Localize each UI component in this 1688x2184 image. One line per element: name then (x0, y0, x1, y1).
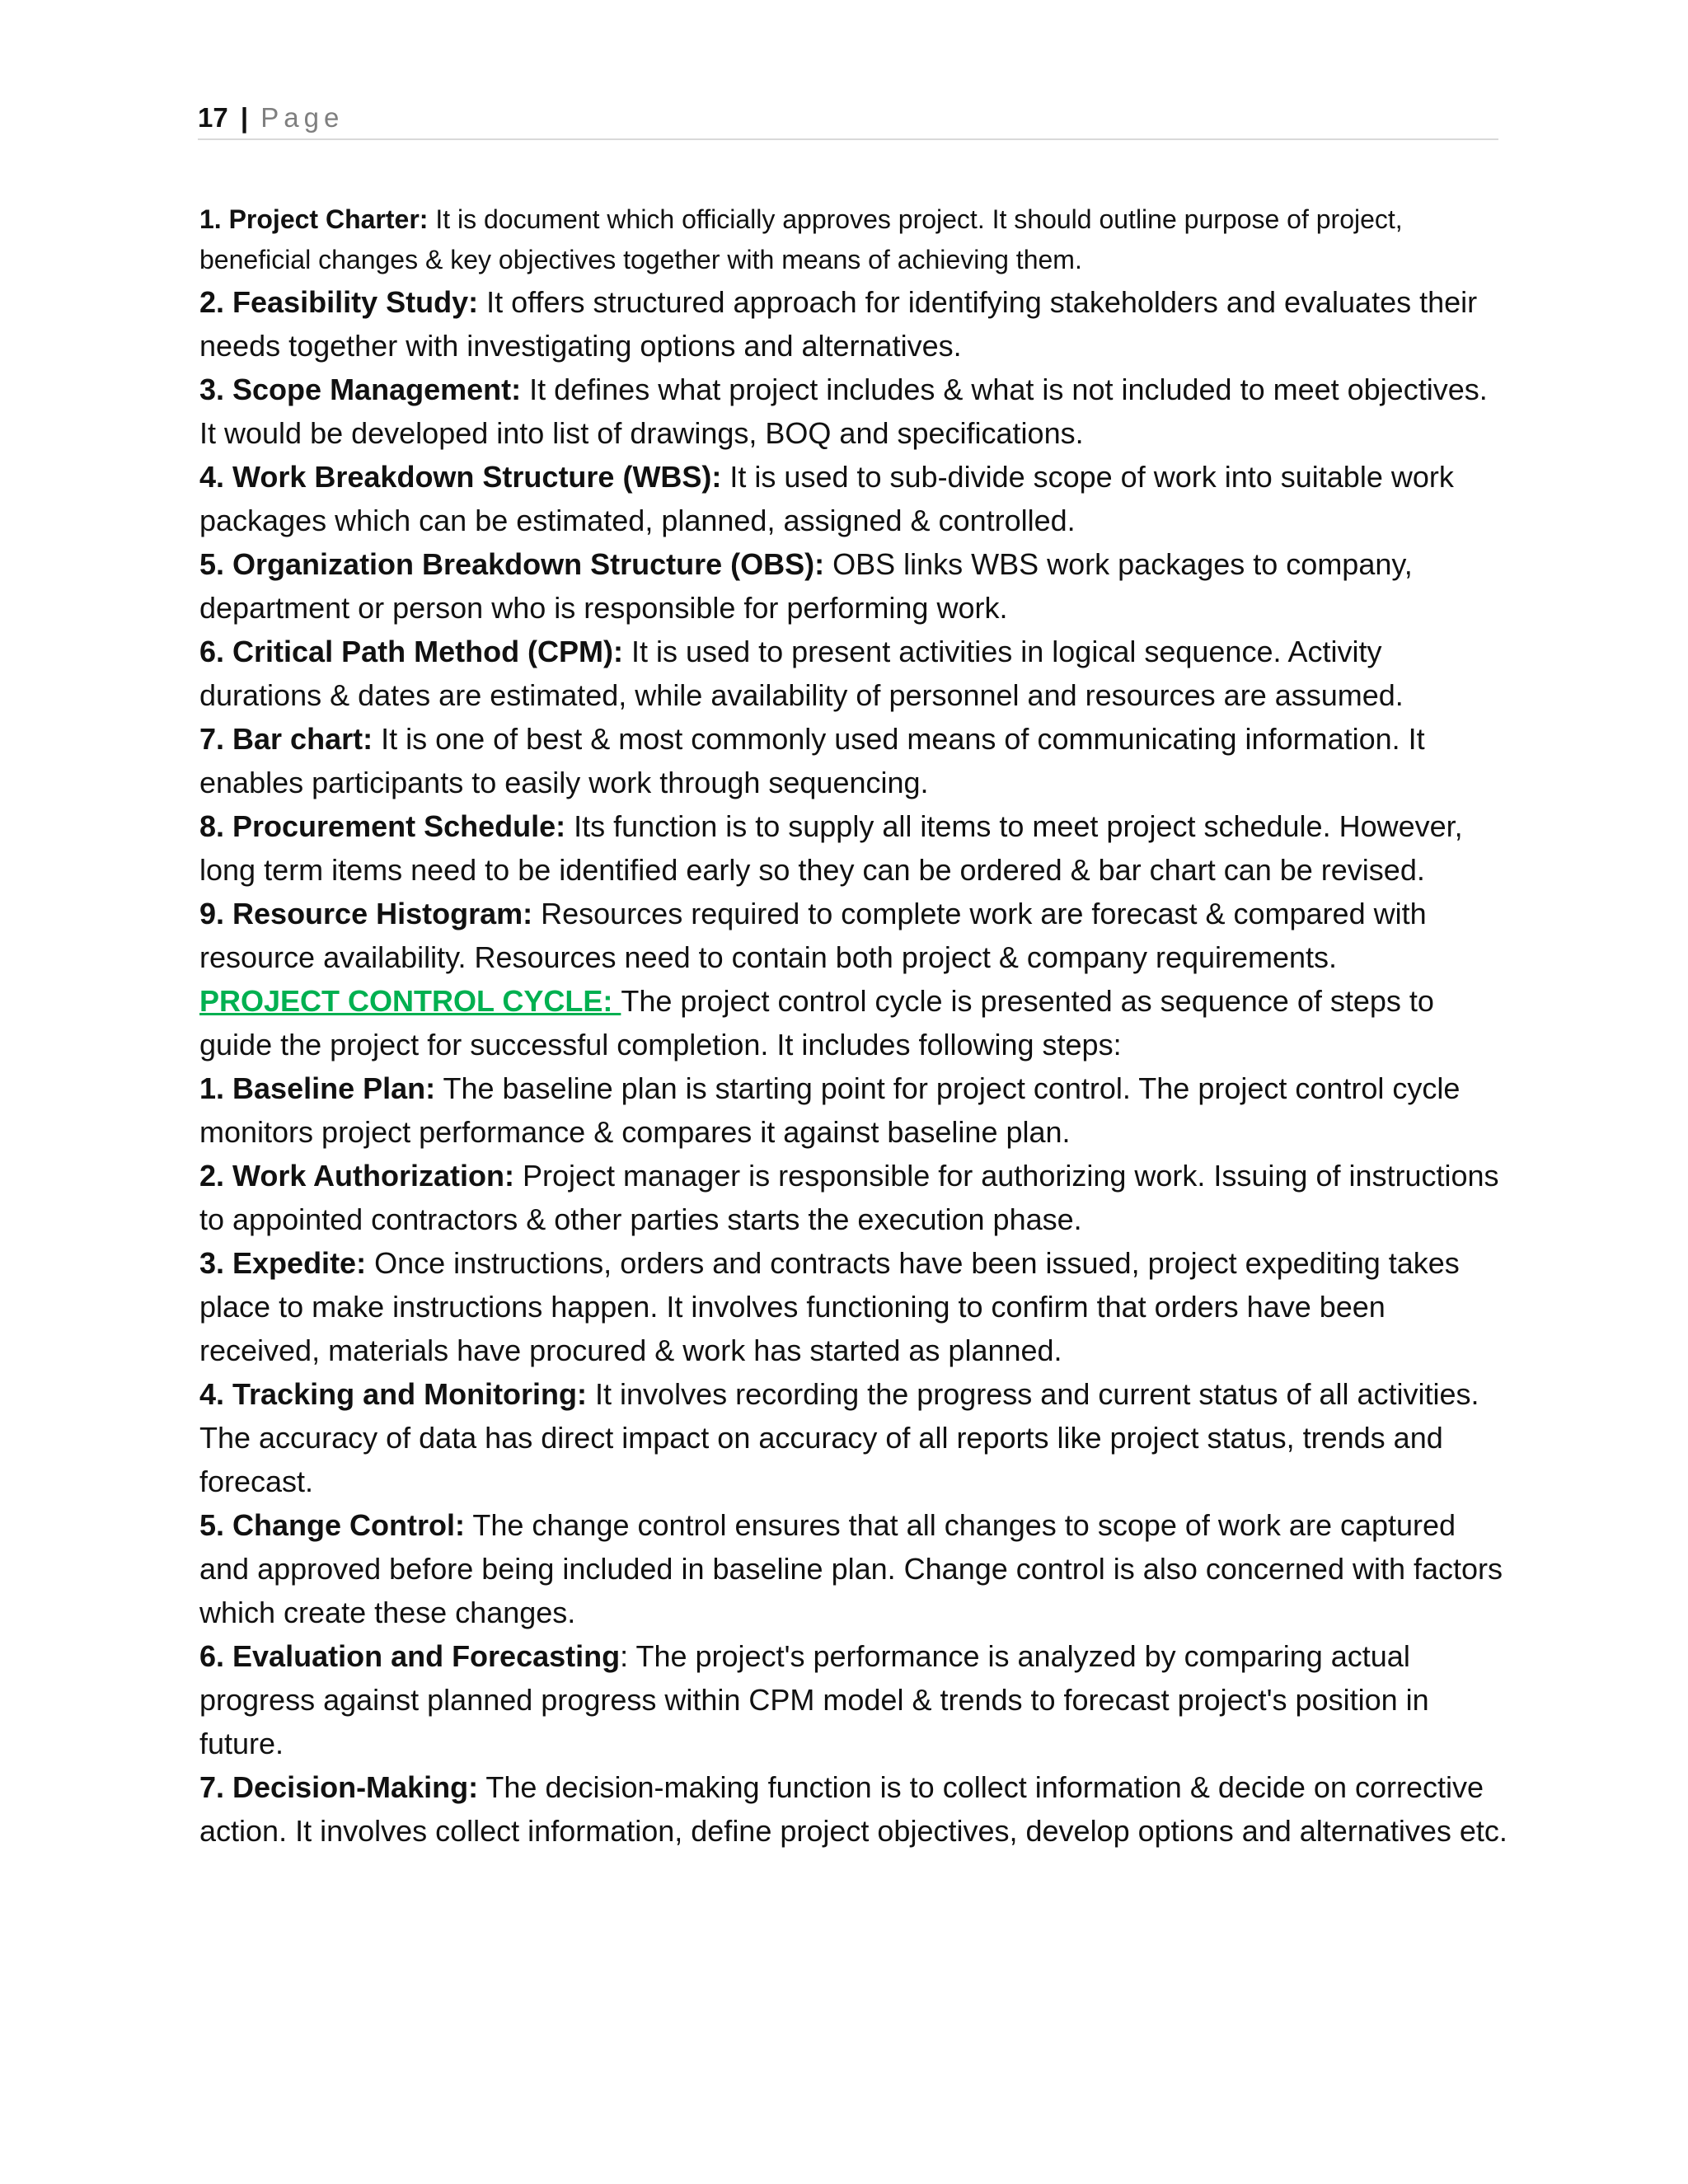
list-item-wbs (199, 455, 1510, 542)
item-label: 3. Expedite: (199, 1246, 367, 1280)
item-label: 3. Scope Management: (199, 373, 522, 406)
list-item-change-control (199, 1503, 1510, 1634)
item-text: It defines what project includes & what is not included to meet objectives. It would be developed into list of drawings, BOQ and specifications. (199, 373, 1488, 450)
page-separator: | (240, 102, 249, 133)
page-header (198, 97, 1498, 140)
item-text: It is document which officially approves project. It should outline purpose of project, beneficial changes & key objectives together with means of achieving them. (199, 204, 1403, 274)
item-text: It is one of best & most commonly used means of communicating information. It enables participants to easily work through sequencing. (199, 722, 1425, 799)
list-item-resource-histogram (199, 892, 1510, 979)
item-label: 9. Resource Histogram: (199, 897, 533, 930)
item-text: Its function is to supply all items to meet project schedule. However, long term items need to be identified early so they can be ordered & bar chart can be revised. (199, 809, 1463, 887)
item-text: It involves recording the progress and current status of all activities. The accuracy of data has direct impact on accuracy of all reports like project status, trends and forecast. (199, 1377, 1479, 1498)
item-label: 4. Tracking and Monitoring: (199, 1377, 588, 1411)
list-item-decision-making (199, 1765, 1510, 1853)
item-text: The change control ensures that all changes to scope of work are captured and approved before being included in baseline plan. Change control is also concerned with factors which create these changes. (199, 1508, 1503, 1629)
section-project-control-cycle (199, 979, 1510, 1066)
item-label: 5. Organization Breakdown Structure (OBS): (199, 547, 825, 581)
list-item-work-authorization (199, 1154, 1510, 1241)
page-word: Page (260, 102, 345, 133)
item-text: Project manager is responsible for authorizing work. Issuing of instructions to appointed contractors & other parties starts the execution phase. (199, 1159, 1499, 1236)
list-item-project-charter (199, 199, 1510, 280)
list-item-procurement-schedule (199, 804, 1510, 892)
list-item-baseline-plan (199, 1066, 1510, 1154)
item-text: The baseline plan is starting point for project control. The project control cycle monitors project performance & compares it against baseline plan. (199, 1071, 1461, 1149)
item-label: 4. Work Breakdown Structure (WBS): (199, 460, 722, 494)
item-text: : The project's performance is analyzed by comparing actual progress against planned progress within CPM model & trends to forecast project's position in future. (199, 1639, 1429, 1760)
item-label: 2. Work Authorization: (199, 1159, 514, 1193)
item-label: 8. Procurement Schedule: (199, 809, 566, 843)
list-item-cpm (199, 630, 1510, 717)
list-item-tracking-monitoring (199, 1372, 1510, 1503)
item-text: Once instructions, orders and contracts have been issued, project expediting takes place to make instructions happen. It involves functioning to confirm that orders have been received, materials have procured & work has started as planned. (199, 1246, 1460, 1367)
item-label: 6. Critical Path Method (CPM): (199, 635, 624, 668)
list-item-bar-chart (199, 717, 1510, 804)
list-item-obs (199, 542, 1510, 630)
item-label: 1. Project Charter: (199, 204, 429, 234)
item-text: It is used to sub-divide scope of work into suitable work packages which can be estimated, planned, assigned & controlled. (199, 460, 1454, 537)
item-label: 7. Bar chart: (199, 722, 373, 756)
section-heading-link[interactable]: PROJECT CONTROL CYCLE: (199, 984, 621, 1018)
item-text: Resources required to complete work are forecast & compared with resource availability. Resources need to contain both project & company requirements. (199, 897, 1427, 974)
document-body (199, 199, 1510, 1853)
item-label: 2. Feasibility Study: (199, 285, 479, 319)
item-label: 6. Evaluation and Forecasting (199, 1639, 621, 1673)
item-text: OBS links WBS work packages to company, department or person who is responsible for performing work. (199, 547, 1413, 625)
item-label: 7. Decision-Making: (199, 1770, 479, 1804)
list-item-expedite (199, 1241, 1510, 1372)
item-text: It offers structured approach for identifying stakeholders and evaluates their needs together with investigating options and alternatives. (199, 285, 1478, 363)
item-text: It is used to present activities in logical sequence. Activity durations & dates are estimated, while availability of personnel and resources are assumed. (199, 635, 1404, 712)
item-label: 1. Baseline Plan: (199, 1071, 436, 1105)
item-text: The decision-making function is to collect information & decide on corrective action. It involves collect information, define project objectives, develop options and alternatives etc. (199, 1770, 1507, 1848)
list-item-scope-management (199, 368, 1510, 455)
page-number: 17 (198, 102, 228, 133)
section-intro-text: The project control cycle is presented as sequence of steps to guide the project for successful completion. It includes following steps: (199, 984, 1434, 1062)
list-item-evaluation-forecasting (199, 1634, 1510, 1765)
item-label: 5. Change Control: (199, 1508, 465, 1542)
list-item-feasibility-study (199, 280, 1510, 368)
